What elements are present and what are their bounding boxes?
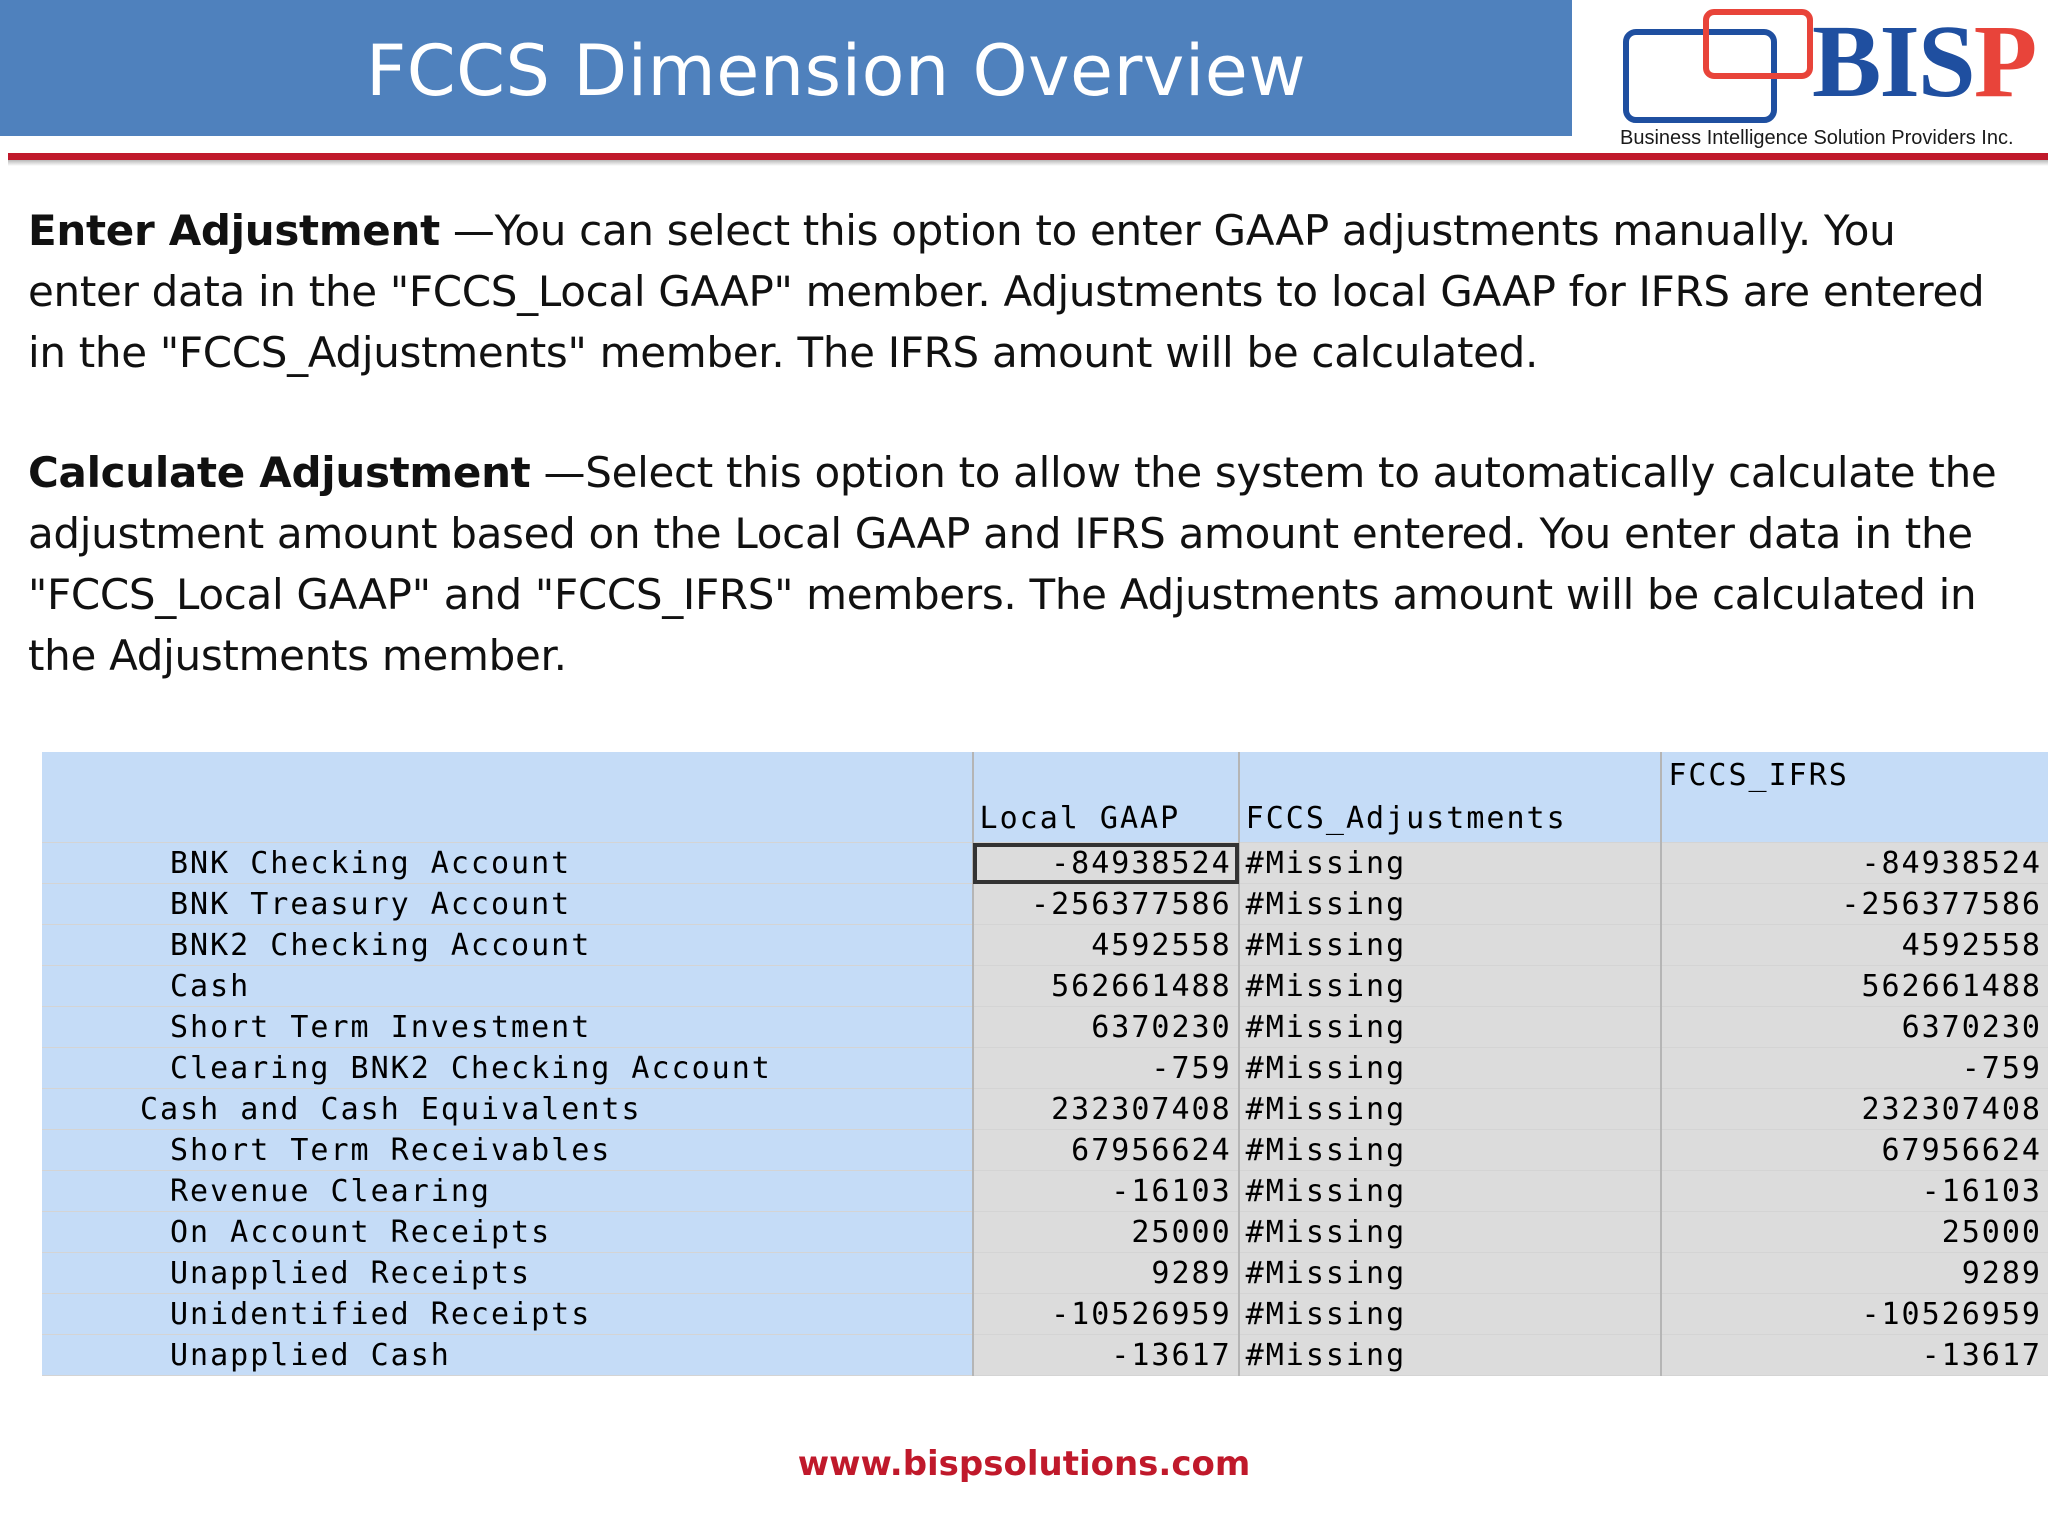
- local-gaap-cell[interactable]: 6370230: [973, 1007, 1239, 1048]
- term-calculate-adjustment: Calculate Adjustment: [28, 448, 531, 497]
- page-title: FCCS Dimension Overview: [366, 30, 1307, 112]
- local-gaap-cell[interactable]: -16103: [973, 1171, 1239, 1212]
- adjustments-cell[interactable]: #Missing: [1239, 925, 1662, 966]
- adjustments-cell[interactable]: #Missing: [1239, 1007, 1662, 1048]
- table-row: [42, 1048, 2048, 1089]
- paragraph-enter-adjustment: [28, 200, 2018, 383]
- header-divider-shadow: [8, 160, 2048, 166]
- table-row: [42, 1089, 2048, 1130]
- local-gaap-cell[interactable]: -759: [973, 1048, 1239, 1089]
- local-gaap-cell[interactable]: 562661488: [973, 966, 1239, 1007]
- ifrs-cell[interactable]: 4592558: [1661, 925, 2048, 966]
- local-gaap-cell[interactable]: 232307408: [973, 1089, 1239, 1130]
- table-row: [42, 925, 2048, 966]
- text-enter-adjustment: —You can select this option to enter GAAP adjustments manually. You enter data in the "FCCS_Local GAAP" member. Adjustments to local GAAP for IFRS are entered in the "FCCS_Adjustments" member. The IFRS amount will be calculated.: [28, 206, 1985, 377]
- adjustments-cell[interactable]: #Missing: [1239, 1130, 1662, 1171]
- local-gaap-cell[interactable]: 67956624: [973, 1130, 1239, 1171]
- table-row: [42, 1335, 2048, 1376]
- adjustments-cell[interactable]: #Missing: [1239, 1335, 1662, 1376]
- adjustments-cell[interactable]: #Missing: [1239, 1253, 1662, 1294]
- grid-header-corner: [42, 752, 973, 843]
- adjustments-cell[interactable]: #Missing: [1239, 1048, 1662, 1089]
- ifrs-cell[interactable]: 25000: [1661, 1212, 2048, 1253]
- row-label[interactable]: BNK2 Checking Account: [42, 925, 973, 966]
- adjustments-cell[interactable]: #Missing: [1239, 843, 1662, 884]
- data-grid: [42, 752, 2048, 1376]
- table-row: [42, 1212, 2048, 1253]
- local-gaap-cell[interactable]: -13617: [973, 1335, 1239, 1376]
- ifrs-cell[interactable]: -256377586: [1661, 884, 2048, 925]
- local-gaap-cell[interactable]: 9289: [973, 1253, 1239, 1294]
- logo-tagline: Business Intelligence Solution Providers Inc.: [1620, 127, 2014, 149]
- ifrs-cell[interactable]: 67956624: [1661, 1130, 2048, 1171]
- header-fccs-adjustments[interactable]: FCCS_Adjustments: [1239, 752, 1662, 843]
- table-row: [42, 1294, 2048, 1335]
- row-label[interactable]: BNK Checking Account: [42, 843, 973, 884]
- local-gaap-cell-selected[interactable]: -84938524: [973, 843, 1239, 884]
- header-local-gaap[interactable]: Local GAAP: [973, 752, 1239, 843]
- row-label[interactable]: Revenue Clearing: [42, 1171, 973, 1212]
- adjustments-cell[interactable]: #Missing: [1239, 1294, 1662, 1335]
- ifrs-cell[interactable]: 6370230: [1661, 1007, 2048, 1048]
- logo-text-blue: BIS: [1812, 4, 1974, 119]
- ifrs-cell[interactable]: 562661488: [1661, 966, 2048, 1007]
- adjustments-cell[interactable]: #Missing: [1239, 1171, 1662, 1212]
- row-label[interactable]: BNK Treasury Account: [42, 884, 973, 925]
- ifrs-cell[interactable]: 232307408: [1661, 1089, 2048, 1130]
- row-label[interactable]: Short Term Investment: [42, 1007, 973, 1048]
- row-label[interactable]: Cash: [42, 966, 973, 1007]
- ifrs-cell[interactable]: -16103: [1661, 1171, 2048, 1212]
- row-label[interactable]: Unapplied Receipts: [42, 1253, 973, 1294]
- local-gaap-cell[interactable]: 25000: [973, 1212, 1239, 1253]
- paragraph-calculate-adjustment: [28, 442, 2018, 686]
- adjustments-cell[interactable]: #Missing: [1239, 1212, 1662, 1253]
- ifrs-cell[interactable]: -10526959: [1661, 1294, 2048, 1335]
- adjustments-cell[interactable]: #Missing: [1239, 1089, 1662, 1130]
- table-row: [42, 1007, 2048, 1048]
- row-label[interactable]: Unapplied Cash: [42, 1335, 973, 1376]
- adjustments-cell[interactable]: #Missing: [1239, 966, 1662, 1007]
- table-row: [42, 884, 2048, 925]
- logo-wordmark: [1812, 4, 2036, 119]
- row-label[interactable]: On Account Receipts: [42, 1212, 973, 1253]
- local-gaap-cell[interactable]: -256377586: [973, 884, 1239, 925]
- ifrs-cell[interactable]: -13617: [1661, 1335, 2048, 1376]
- local-gaap-cell[interactable]: 4592558: [973, 925, 1239, 966]
- logo-text-red: P: [1973, 4, 2036, 119]
- table-row: [42, 1130, 2048, 1171]
- table-row: [42, 1253, 2048, 1294]
- grid-header-row: [42, 752, 2048, 843]
- adjustments-cell[interactable]: #Missing: [1239, 884, 1662, 925]
- row-label[interactable]: Unidentified Receipts: [42, 1294, 973, 1335]
- table-row: [42, 843, 2048, 884]
- term-enter-adjustment: Enter Adjustment: [28, 206, 440, 255]
- table-row: [42, 966, 2048, 1007]
- footer-url[interactable]: www.bispsolutions.com: [797, 1444, 1251, 1484]
- ifrs-cell[interactable]: -759: [1661, 1048, 2048, 1089]
- ifrs-cell[interactable]: 9289: [1661, 1253, 2048, 1294]
- row-label-parent[interactable]: Cash and Cash Equivalents: [42, 1089, 973, 1130]
- local-gaap-cell[interactable]: -10526959: [973, 1294, 1239, 1335]
- row-label[interactable]: Short Term Receivables: [42, 1130, 973, 1171]
- table-row: [42, 1171, 2048, 1212]
- row-label[interactable]: Clearing BNK2 Checking Account: [42, 1048, 973, 1089]
- header-fccs-ifrs[interactable]: FCCS_IFRS: [1661, 752, 2048, 843]
- ifrs-cell[interactable]: -84938524: [1661, 843, 2048, 884]
- header-divider: [8, 153, 2048, 160]
- text-calculate-adjustment: —Select this option to allow the system to automatically calculate the adjustment amount based on the Local GAAP and IFRS amount entered. You enter data in the "FCCS_Local GAAP" and "FCCS_IFRS" members. The Adjustments amount will be calculated in the Adjustments member.: [28, 448, 1997, 680]
